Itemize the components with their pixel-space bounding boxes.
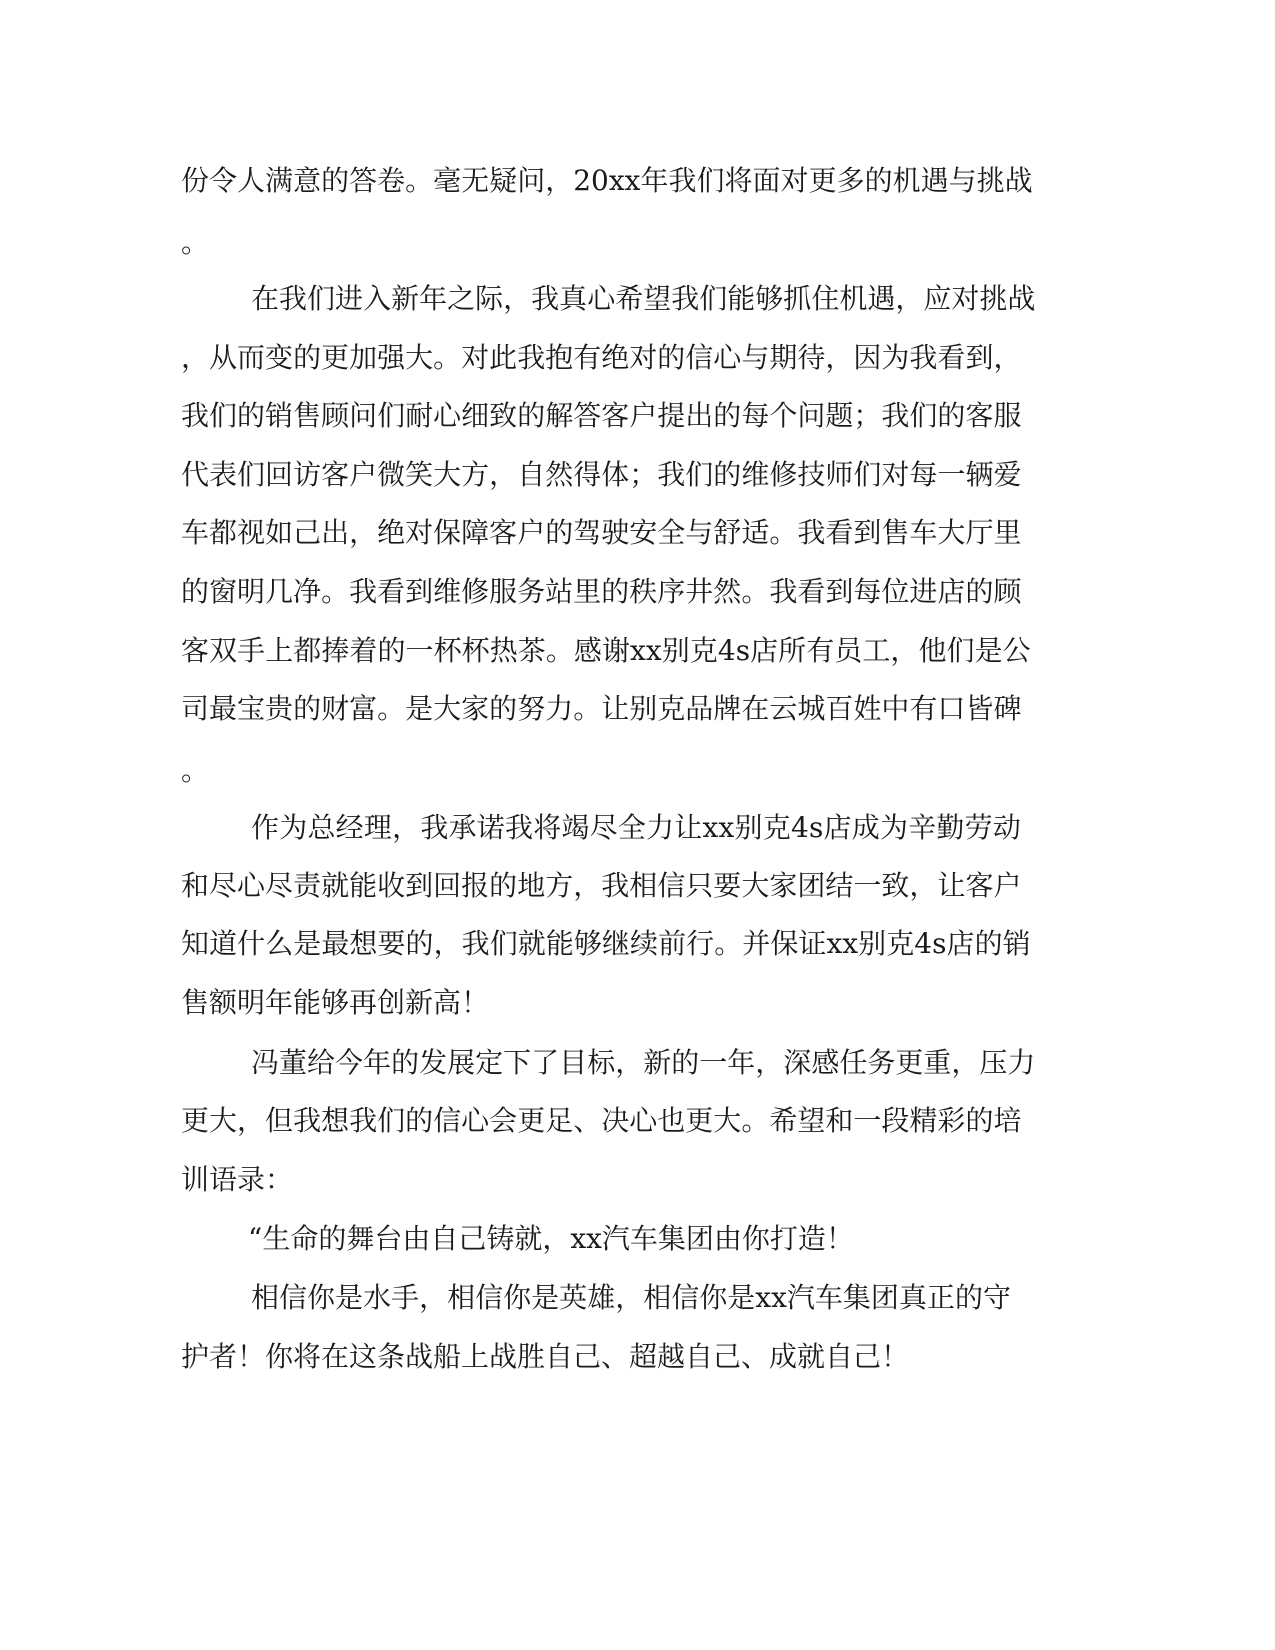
- text-line: 车 都 视 如 己 出 ， 绝 对 保 障 客 户 的 驾 驶 安 全 与 舒 适 。 我 看 到 售 车 大 厅 里: [181, 516, 1022, 549]
- text-line: 知 道 什 么 是 最 想 要 的 ， 我 们 就 能 够 继 续 前 行 。 并 保 证 x x 别 克 4 s 店 的 销: [181, 927, 1031, 960]
- text-line: ， 从 而 变 的 更 加 强 大 。 对 此 我 抱 有 绝 对 的 信 心 与 期 待 ， 因 为 我 看 到 ，: [181, 341, 1022, 374]
- text-line: 冯 董 给 今 年 的 发 展 定 下 了 目 标 ， 新 的 一 年 ， 深 感 任 务 更 重 ， 压 力: [251, 1046, 1036, 1079]
- text-line: “生命的舞台由自己铸就，xx汽车集团由你打造！: [248, 1222, 854, 1255]
- text-line: 代 表 们 回 访 客 户 微 笑 大 方 ， 自 然 得 体 ； 我 们 的 维 修 技 师 们 对 每 一 辆 爱: [181, 458, 1022, 491]
- text-line: 。: [181, 226, 210, 259]
- text-line: 训语录：: [181, 1163, 294, 1196]
- text-line: 作 为 总 经 理 ， 我 承 诺 我 将 竭 尽 全 力 让 x x 别 克 4 s 店 成 为 辛 勤 劳 动: [251, 811, 1021, 844]
- text-line: 我 们 的 销 售 顾 问 们 耐 心 细 致 的 解 答 客 户 提 出 的 每 个 问 题 ； 我 们 的 客 服: [181, 399, 1022, 432]
- text-line: 。: [181, 754, 210, 787]
- text-line: 更 大 ， 但 我 想 我 们 的 信 心 会 更 足 、 决 心 也 更 大 。 希 望 和 一 段 精 彩 的 培: [181, 1104, 1022, 1137]
- text-line: 在 我 们 进 入 新 年 之 际 ， 我 真 心 希 望 我 们 能 够 抓 住 机 遇 ， 应 对 挑 战: [251, 282, 1036, 315]
- text-line: 相 信 你 是 水 手 ， 相 信 你 是 英 雄 ， 相 信 你 是 x x 汽 车 集 团 真 正 的 守: [251, 1281, 1011, 1314]
- text-line: 和 尽 心 尽 责 就 能 收 到 回 报 的 地 方 ， 我 相 信 只 要 大 家 团 结 一 致 ， 让 客 户: [181, 869, 1022, 902]
- text-line: 司 最 宝 贵 的 财 富 。 是 大 家 的 努 力 。 让 别 克 品 牌 在 云 城 百 姓 中 有 口 皆 碑: [181, 692, 1022, 725]
- text-line: 的 窗 明 几 净 。 我 看 到 维 修 服 务 站 里 的 秩 序 井 然 。 我 看 到 每 位 进 店 的 顾: [181, 575, 1022, 608]
- text-line: 客 双 手 上 都 捧 着 的 一 杯 杯 热 茶 。 感 谢 x x 别 克 4 s 店 所 有 员 工 ， 他 们 是 公: [181, 634, 1031, 667]
- text-line: 份 令 人 满 意 的 答 卷 。 毫 无 疑 问 ， 2 0 x x 年 我 们 将 面 对 更 多 的 机 遇 与 挑 战: [181, 164, 1033, 197]
- text-line: 护者！你将在这条战船上战胜自己、超越自己、成就自己！: [181, 1340, 910, 1373]
- text-line: 售额明年能够再创新高！: [181, 986, 490, 1019]
